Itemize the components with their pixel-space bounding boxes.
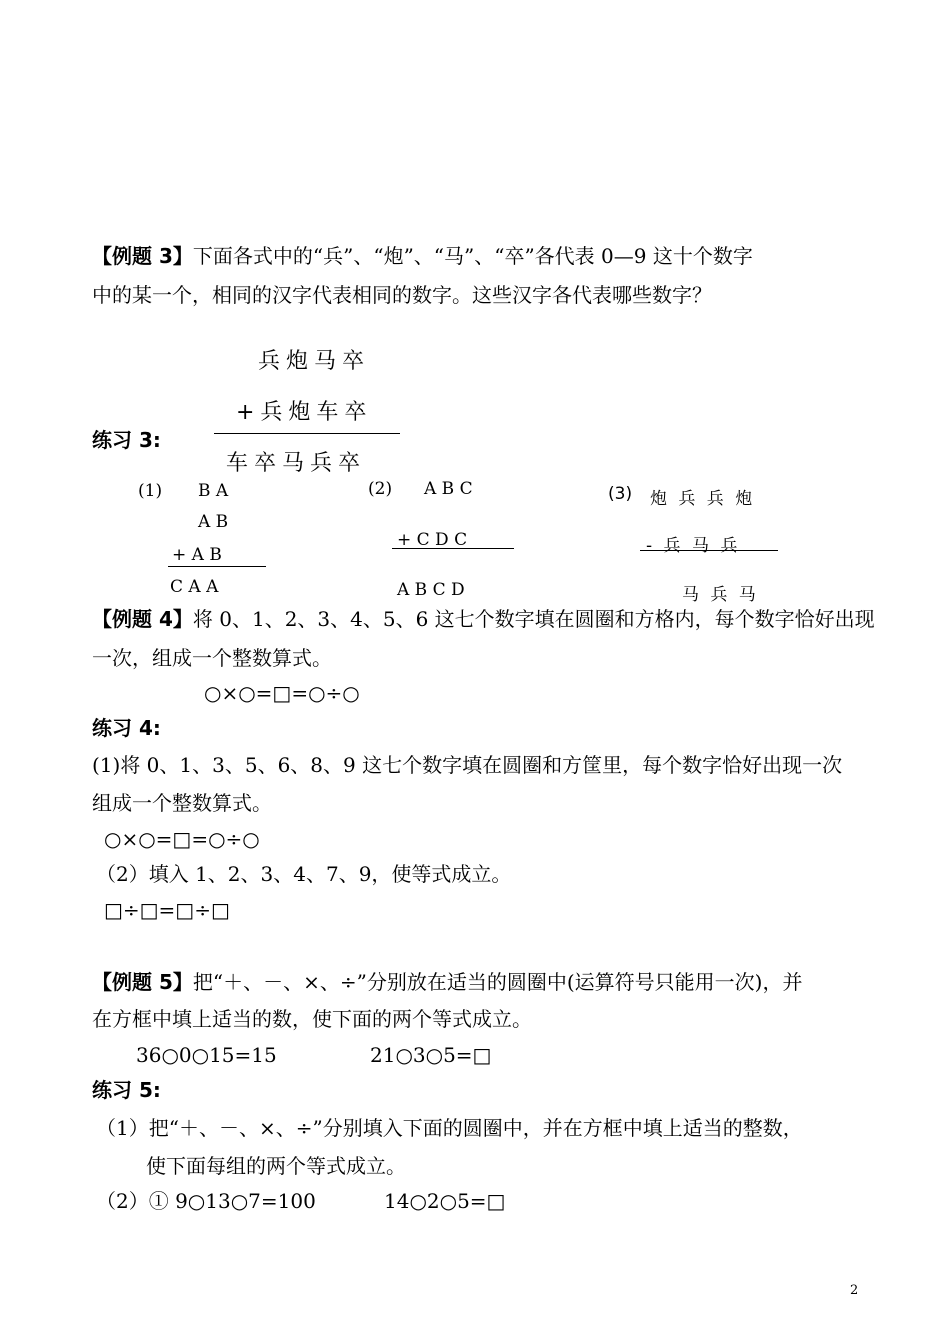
practice3-p2-row3: A B C D: [397, 580, 465, 600]
practice5-q1-line1: （1）把“＋、－、×、÷”分别填入下面的圆圈中，并在方框中填上适当的整数，: [96, 1116, 803, 1140]
example3-tag: 【例题 3】: [92, 244, 193, 268]
practice3-p3-row2: - 兵 马 兵: [646, 536, 741, 556]
practice3-p3-line: [640, 550, 778, 551]
example3-line1: 【例题 3】下面各式中的“兵”、“炮”、“马”、“卒”各代表 0—9 这十个数字: [92, 244, 753, 268]
practice5-q1-line2: 使下面每组的两个等式成立。: [146, 1154, 406, 1178]
example5-line1: 【例题 5】把“＋、－、×、÷”分别放在适当的圆圈中(运算符号只能用一次)，并: [92, 970, 803, 994]
practice4-title: 练习 4:: [92, 716, 161, 740]
practice4-q1-formula: ○×○=□=○÷○: [104, 827, 260, 851]
example5-formula-b: 21○3○5=□: [370, 1043, 492, 1067]
example3-arith-row3: 车卒马兵卒: [226, 451, 367, 476]
example3-sum-line: [214, 433, 400, 434]
practice3-p3-row1: 炮 兵 兵 炮: [650, 489, 756, 509]
example4-formula: ○×○=□=○÷○: [204, 681, 360, 705]
practice3-p1-row1: B A: [198, 481, 229, 501]
page-number: 2: [850, 1283, 859, 1298]
practice3-p3-label: (3): [608, 484, 633, 504]
example4-line2: 一次，组成一个整数算式。: [92, 646, 332, 670]
practice3-p1-label: (1): [138, 481, 163, 501]
practice5-q2-b: 14○2○5=□: [384, 1189, 506, 1213]
practice3-p1-line: [168, 566, 266, 567]
practice3-p1-row3: + A B: [172, 545, 222, 565]
practice4-q2-formula: □÷□=□÷□: [104, 898, 230, 922]
example5-tag: 【例题 5】: [92, 970, 193, 994]
practice3-p2-line: [392, 548, 514, 549]
example4-line1: 【例题 4】将 0、1、2、3、4、5、6 这七个数字填在圆圈和方格内，每个数字恰好出现: [92, 607, 875, 631]
practice3-p2-label: (2): [368, 479, 393, 499]
practice5-q2-label: （2）① 9○13○7=100: [96, 1189, 316, 1213]
practice3-p2-row2: + C D C: [397, 530, 468, 550]
example3-arith-row1: 兵炮马卒: [258, 349, 371, 374]
example3-line2: 中的某一个，相同的汉字代表相同的数字。这些汉字各代表哪些数字？: [92, 283, 712, 307]
practice4-q1-line1: (1)将 0、1、3、5、6、8、9 这七个数字填在圆圈和方筐里，每个数字恰好出现一次: [92, 753, 843, 777]
practice3-p2-row1: A B C: [424, 479, 473, 499]
practice3-p1-row2: A B: [198, 512, 229, 532]
example5-line2: 在方框中填上适当的数，使下面的两个等式成立。: [92, 1007, 532, 1031]
practice4-q1-line2: 组成一个整数算式。: [92, 791, 272, 815]
practice5-title: 练习 5:: [92, 1078, 161, 1102]
practice4-q2-line: （2）填入 1、2、3、4、7、9，使等式成立。: [96, 862, 512, 886]
example5-formula-a: 36○0○15=15: [136, 1043, 277, 1067]
practice3-p3-row3: 马 兵 马: [682, 585, 759, 605]
example3-arith-row2: +兵炮车卒: [236, 400, 373, 425]
practice3-p1-row4: C A A: [170, 577, 219, 597]
example4-tag: 【例题 4】: [92, 607, 193, 631]
practice3-title: 练习 3:: [92, 428, 161, 452]
